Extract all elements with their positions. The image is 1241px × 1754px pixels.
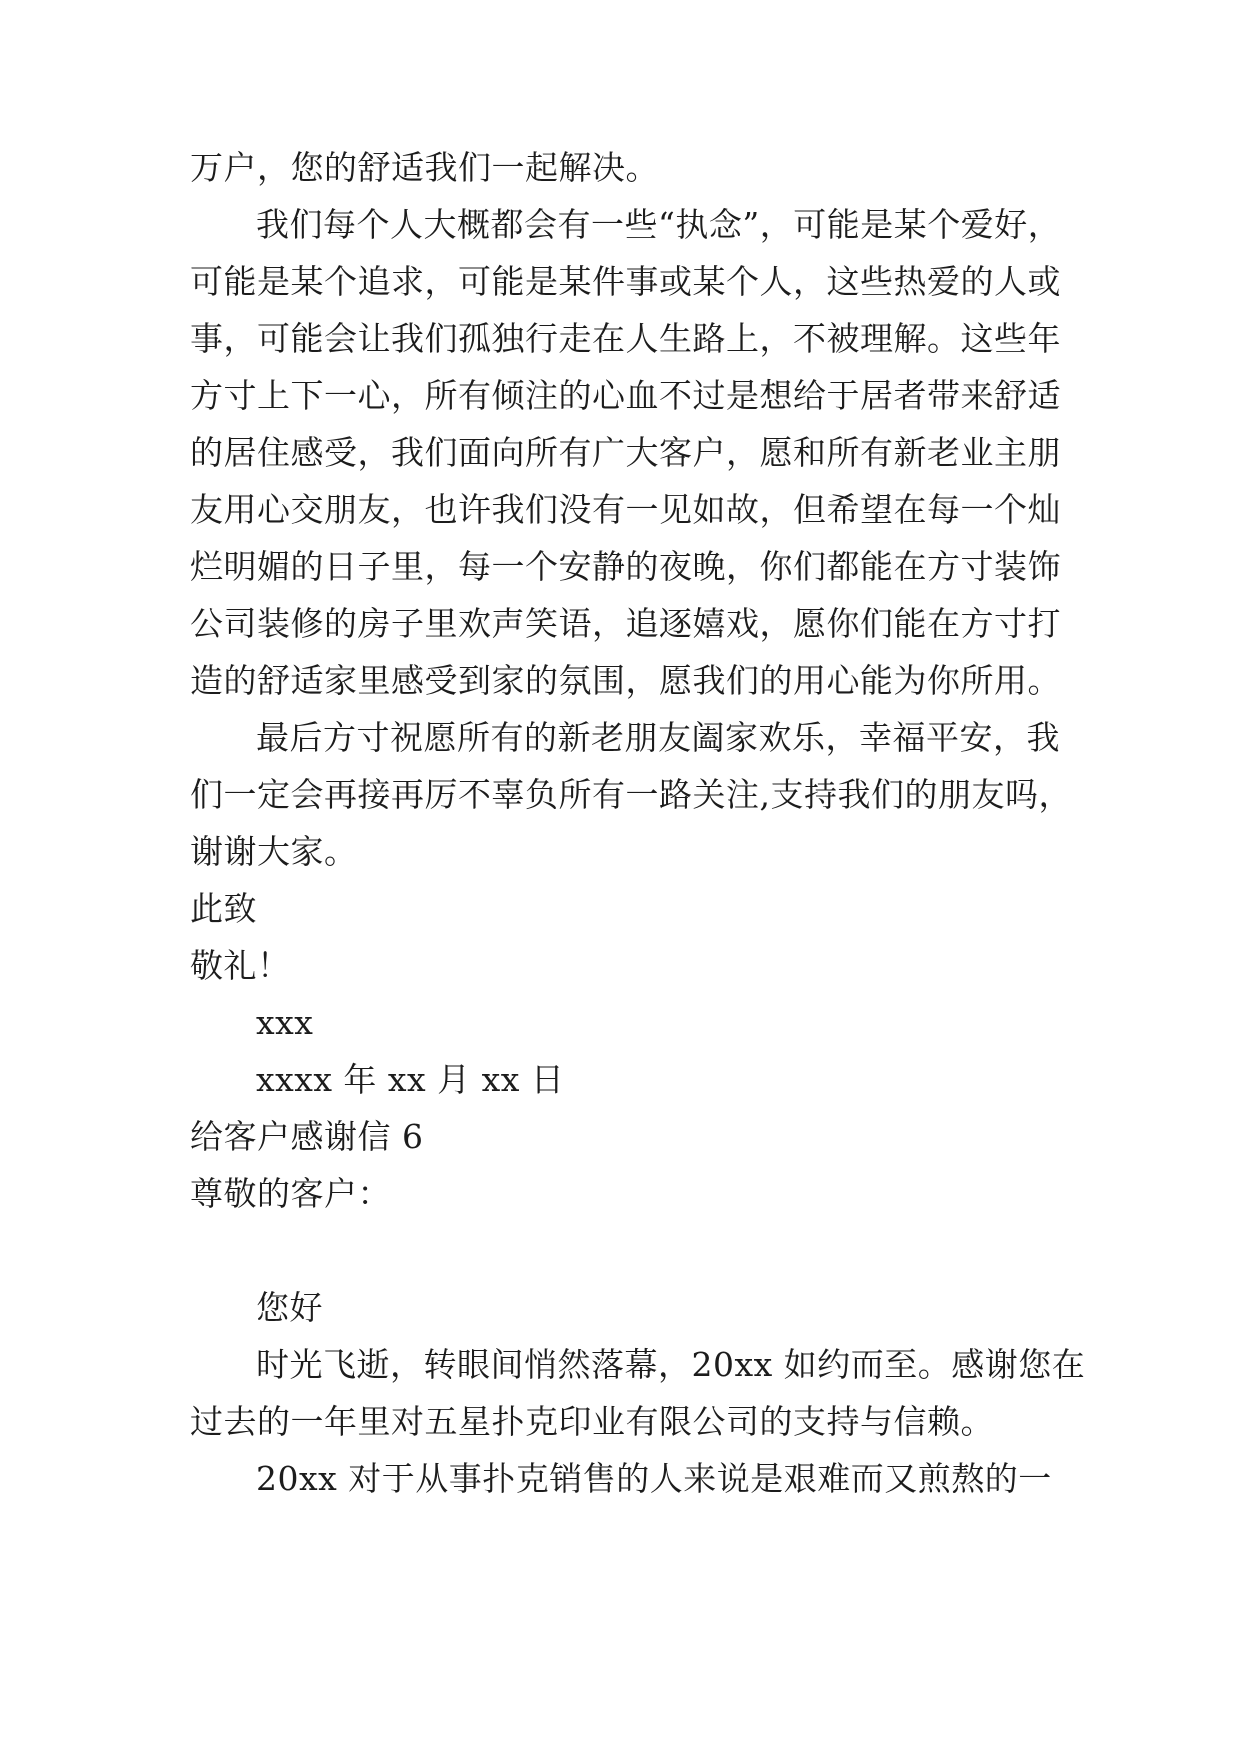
paragraph-first-line: 我们每个人大概都会有一些“执念”，可能是某个爱好， bbox=[256, 205, 1062, 244]
paragraph-first-line: 20xx 对于从事扑克销售的人来说是艰难而又煎熬的一 bbox=[256, 1459, 1052, 1498]
text-line: 事，可能会让我们孤独行走在人生路上，不被理解。这些年 bbox=[190, 319, 1061, 358]
text-line: 友用心交朋友，也许我们没有一见如故，但希望在每一个灿 bbox=[190, 490, 1061, 529]
text-line: 公司装修的房子里欢声笑语，追逐嬉戏，愿你们能在方寸打 bbox=[190, 604, 1061, 643]
text-line: 过去的一年里对五星扑克印业有限公司的支持与信赖。 bbox=[190, 1402, 994, 1441]
text-line: 烂明媚的日子里，每一个安静的夜晚，你们都能在方寸装饰 bbox=[190, 547, 1061, 586]
greeting-hello: 您好 bbox=[256, 1288, 323, 1327]
text-line: 可能是某个追求，可能是某件事或某个人，这些热爱的人或 bbox=[190, 262, 1061, 301]
text-line: 方寸上下一心，所有倾注的心血不过是想给于居者带来舒适 bbox=[190, 376, 1061, 415]
paragraph-first-line: 时光飞逝，转眼间悄然落幕，20xx 如约而至。感谢您在 bbox=[256, 1345, 1086, 1384]
text-line: 造的舒适家里感受到家的氛围，愿我们的用心能为你所用。 bbox=[190, 661, 1061, 700]
letter-heading: 给客户感谢信 6 bbox=[190, 1117, 424, 1156]
closing-regards: 敬礼！ bbox=[190, 946, 291, 985]
text-line: 谢谢大家。 bbox=[190, 832, 358, 871]
signature-date: xxxx 年 xx 月 xx 日 bbox=[256, 1060, 565, 1099]
closing-salutation: 此致 bbox=[190, 889, 257, 928]
text-line: 的居住感受，我们面向所有广大客户，愿和所有新老业主朋 bbox=[190, 433, 1061, 472]
paragraph-first-line: 最后方寸祝愿所有的新老朋友阖家欢乐，幸福平安，我 bbox=[256, 718, 1060, 757]
signature-name: xxx bbox=[256, 1003, 314, 1042]
text-line: 们一定会再接再厉不辜负所有一路关注,支持我们的朋友吗， bbox=[190, 775, 1072, 814]
text-line: 万户，您的舒适我们一起解决。 bbox=[190, 148, 659, 187]
letter-greeting: 尊敬的客户： bbox=[190, 1174, 391, 1213]
